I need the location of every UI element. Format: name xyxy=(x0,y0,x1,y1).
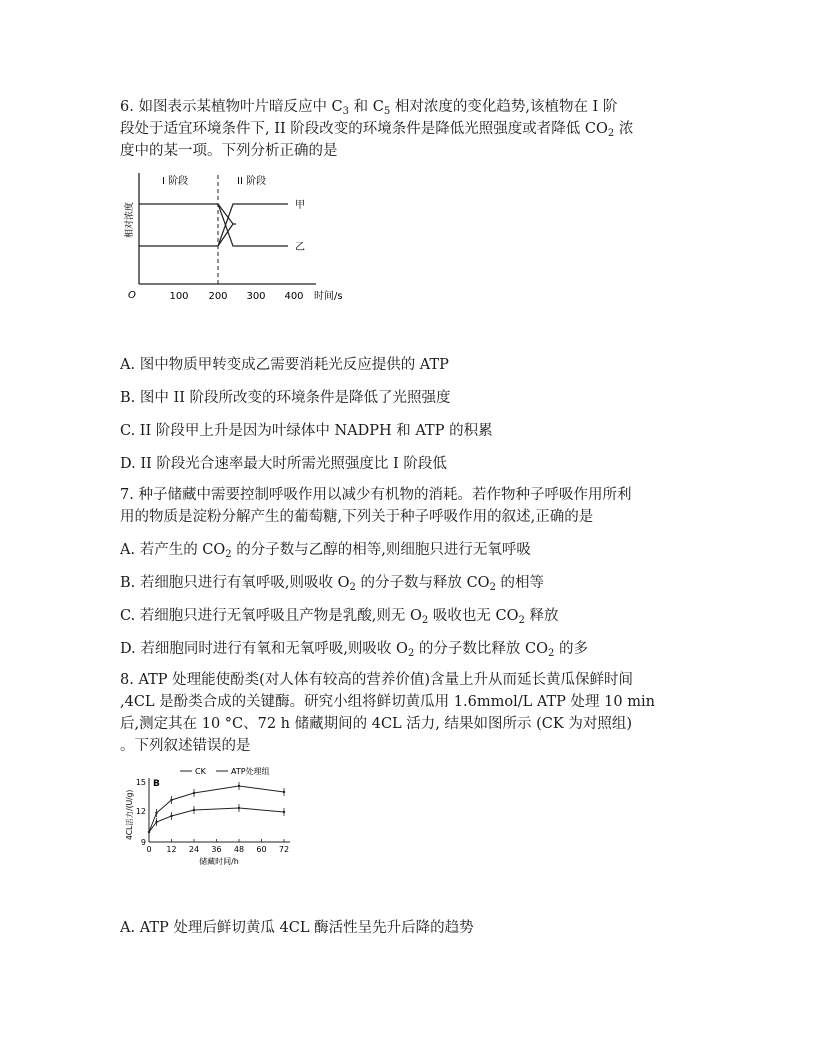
q6-line: 段处于适宜环境条件下, II 阶段改变的环境条件是降低光照强度或者降低 $CO_2$ 浓 xyxy=(120,121,634,139)
q7-option-d: D. 若细胞同时进行有氧和无氧呼吸,则吸收 $O_2$ 的分子数比释放 $CO_2$ 的多 xyxy=(120,641,588,659)
q8-ytick: 9 xyxy=(140,838,146,847)
q6-line: 度中的某一项。下列分析正确的是 xyxy=(120,143,338,159)
q8-data-point xyxy=(193,809,195,811)
q8-line: ,4CL 是酚类合成的关键酶。研究小组将鲜切黄瓜用 1.6mmol/L ATP 处理 10 min xyxy=(120,694,655,710)
q8-xtick-label: 72 xyxy=(278,845,290,854)
q6-curve-jia-2 xyxy=(218,204,288,246)
q6-series-yi: 乙 xyxy=(295,242,305,253)
q8-data-point xyxy=(170,815,172,817)
q8-legend-atp: ATP处理组 xyxy=(231,767,270,776)
q6-option-c: C. II 阶段甲上升是因为叶绿体中 NADPH 和 ATP 的积累 xyxy=(120,423,493,439)
q6-option-b: B. 图中 II 阶段所改变的环境条件是降低了光照强度 xyxy=(120,390,451,406)
q6-origin: O xyxy=(128,290,136,301)
q6-xtick: 400 xyxy=(284,291,304,302)
q8-xlabel: 储藏时间/h xyxy=(199,857,239,866)
q8-line: 8. ATP 处理能使酚类(对人体有较高的营养价值)含量上升从而延长黄瓜保鲜时间 xyxy=(120,672,633,688)
q8-data-point xyxy=(238,807,240,809)
q8-data-point xyxy=(170,799,172,801)
q6-ylabel: 相对浓度 xyxy=(125,201,135,238)
q6-option-a: A. 图中物质甲转变成乙需要消耗光反应提供的 ATP xyxy=(120,357,449,373)
q8-xtick-label: 36 xyxy=(211,845,222,854)
q7-line: 用的物质是淀粉分解产生的葡萄糖,下列关于种子呼吸作用的叙述,正确的是 xyxy=(120,509,594,525)
q6-xtick: 200 xyxy=(208,291,228,302)
q8-panel-label: B xyxy=(153,779,160,789)
q7-line: 7. 种子储藏中需要控制呼吸作用以减少有机物的消耗。若作物种子呼吸作用所利 xyxy=(120,487,632,503)
q6-xlabel: 时间/s xyxy=(314,291,343,302)
q8-line: 。下列叙述错误的是 xyxy=(120,738,251,754)
q6-option-d: D. II 阶段光合速率最大时所需光照强度比 I 阶段低 xyxy=(120,456,447,472)
q8-ytick: 15 xyxy=(135,778,146,787)
q7-option-b: B. 若细胞只进行有氧呼吸,则吸收 $O_2$ 的分子数与释放 $CO_2$ 的相等 xyxy=(120,575,545,593)
q6-series-jia: 甲 xyxy=(295,200,305,211)
q6-curve-yi-2 xyxy=(218,204,288,246)
q6-stage1-label: I 阶段 xyxy=(162,176,189,187)
q6-xtick: 300 xyxy=(246,291,266,302)
q6-line: 6. 如图表示某植物叶片暗反应中 $C_3$ 和 $C_5$ 相对浓度的变化趋势,该植物在 I 阶 xyxy=(120,99,618,117)
q6-stem xyxy=(120,96,700,162)
q7-option-c: C. 若细胞只进行无氧呼吸且产物是乳酸,则无 $O_2$ 吸收也无 $CO_2$ 释放 xyxy=(120,608,559,626)
q8-data-point xyxy=(155,812,157,814)
q8-option-a: A. ATP 处理后鲜切黄瓜 4CL 酶活性呈先升后降的趋势 xyxy=(120,920,474,936)
q8-data-point xyxy=(283,791,285,793)
q8-xtick-label: 60 xyxy=(256,845,267,854)
q8-data-point xyxy=(283,811,285,813)
q8-data-point xyxy=(155,821,157,823)
q6-figure xyxy=(118,170,358,310)
q8-series-line-1 xyxy=(149,808,284,832)
q8-xtick-label: 48 xyxy=(233,845,245,854)
q8-figure xyxy=(120,762,300,872)
q6-xtick: 100 xyxy=(169,291,189,302)
q8-line: 后,测定其在 10 °C、72 h 储藏期间的 4CL 活力, 结果如图所示 (CK 为对照组) xyxy=(120,716,632,732)
q7-option-a: A. 若产生的 $CO_2$ 的分子数与乙醇的相等,则细胞只进行无氧呼吸 xyxy=(120,542,531,560)
q8-legend xyxy=(180,766,270,776)
q8-data-point xyxy=(238,785,240,787)
q7-stem xyxy=(120,484,700,528)
q8-ytick: 12 xyxy=(135,807,146,816)
q8-xtick-label: 24 xyxy=(188,845,200,854)
q8-stem xyxy=(120,669,700,757)
q8-legend-ck: CK xyxy=(195,767,206,776)
q8-data-point xyxy=(148,831,150,833)
q8-ylabel: 4CL活力/(U/g) xyxy=(125,789,134,840)
q6-stage2-label: II 阶段 xyxy=(237,176,267,187)
q8-xtick-label: 0 xyxy=(146,845,152,854)
q8-xtick-label: 12 xyxy=(166,845,177,854)
q8-data-point xyxy=(193,792,195,794)
